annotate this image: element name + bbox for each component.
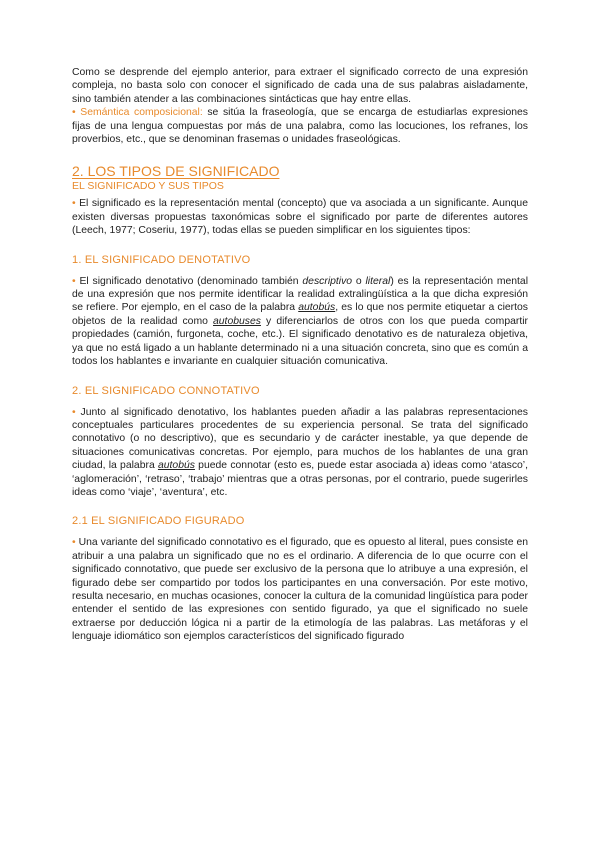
section-subtitle: EL SIGNIFICADO Y SUS TIPOS xyxy=(72,180,224,193)
term-literal: literal xyxy=(365,275,391,287)
intro-paragraph: Como se desprende del ejemplo anterior, para extraer el significado correcto de una expresión compleja, no basta solo con conocer el significado de cada una de sus palabras aisladamente, sino también atender a las combinaciones sintácticas que hay entre ellas. xyxy=(72,67,528,105)
denotativo-text-3: ) es la representación mental de una expresión que nos permite identificar la realidad extralingüística a la que dicha expresión se refiere. Por ejemplo, en el caso de la palabra xyxy=(72,275,529,314)
denotativo-text-4: , es lo que nos permite etiquetar a ciertos objetos de la realidad como xyxy=(72,302,528,327)
heading-denotativo: 1. EL SIGNIFICADO DENOTATIVO xyxy=(72,253,251,266)
bullet-icon: • xyxy=(72,406,76,418)
connotativo-text-1: Junto al significado denotativo, los hablantes pueden añadir a las palabras representaciones conceptuales particulares procedentes de su experiencia personal. Se trata del significado connotativo (o no descriptivo), que es secundario y de carácter inestable, ya que depende de situaciones comunicativas concretas. Por ejemplo, para muchos de los hablantes de una gran ciudad, la palabra xyxy=(72,406,528,472)
connotativo-paragraph xyxy=(72,406,528,500)
heading-figurado: 2.1 EL SIGNIFICADO FIGURADO xyxy=(72,515,245,528)
bullet-icon: • xyxy=(72,107,76,119)
heading-connotativo: 2. EL SIGNIFICADO CONNOTATIVO xyxy=(72,384,260,397)
bullet-icon: • xyxy=(72,198,76,210)
bullet-icon: • xyxy=(72,537,76,549)
semantica-composicional-paragraph xyxy=(72,106,528,146)
connotativo-text-2: puede connotar (esto es, puede estar asociada a) ideas como ‘atasco’, ‘aglomeración’, ‘retraso’, ‘trabajo’ mientras que a otras personas, por el contrario, puede sugerirles ideas como ‘viaje’, ‘aventura’, etc. xyxy=(72,460,528,498)
semantica-composicional-text: se sitúa la fraseología, que se encarga de estudiarlas expresiones fijas de una lengua compuestas por más de una palabra, como las locuciones, los refranes, los proverbios, etc., que se denominan frasemas o unidades fraseológicas. xyxy=(72,107,528,146)
denotativo-text-2: o xyxy=(352,275,366,287)
significado-intro-paragraph xyxy=(72,197,528,237)
significado-intro-text: El significado es la representación mental (concepto) que va asociada a un significante. Aunque existen diversas propuestas taxonómicas sobre el significado por parte de diferentes autores (Leech, 1977; Coseriu, 1977), todas ellas se pueden simplificar en los siguientes tipos: xyxy=(72,198,528,237)
figurado-paragraph xyxy=(72,536,528,643)
term-descriptivo: descriptivo xyxy=(302,275,353,287)
figurado-text: Una variante del significado connotativo es el figurado, que es opuesto al literal, pues consiste en atribuir a una palabra un significado que no es el ordinario. A diferencia de lo que ocurre con el significado connotativo, que puede ser exclusivo de la persona que lo atribuye a una expresión, el figurado debe ser compartido por todos los participantes en una conversación. Por este motivo, resulta necesario, en muchas ocasiones, conocer la cultura de la comunidad lingüística para poder entender el sentido de las expresiones con sentido figurado, ya que el significado no suele extraerse por deducción lógica ni a partir de la etimología de las palabras. Las metáforas y el lenguaje idiomático son ejemplos característicos del significado figurado xyxy=(72,537,528,643)
section-title-tipos: 2. LOS TIPOS DE SIGNIFICADO xyxy=(72,163,280,180)
semantica-composicional-term: Semántica composicional: xyxy=(80,107,203,119)
denotativo-text-5: y diferenciarlos de otros con los que pueda compartir propiedades (camión, furgoneta, coche, etc.). El significado denotativo es de naturaleza objetiva, ya que no está ligado a un hablante determinado ni a una situación concreta, sino que es común a todos los hablantes e invariante en cualquier situación comunicativa. xyxy=(72,315,529,368)
denotativo-paragraph xyxy=(72,275,528,369)
term-autobus: autobús xyxy=(157,460,195,472)
term-autobus: autobús xyxy=(298,302,336,314)
bullet-icon: • xyxy=(72,275,76,287)
denotativo-text-1: El significado denotativo (denominado también xyxy=(75,275,303,287)
term-autobuses: autobuses xyxy=(213,315,261,327)
